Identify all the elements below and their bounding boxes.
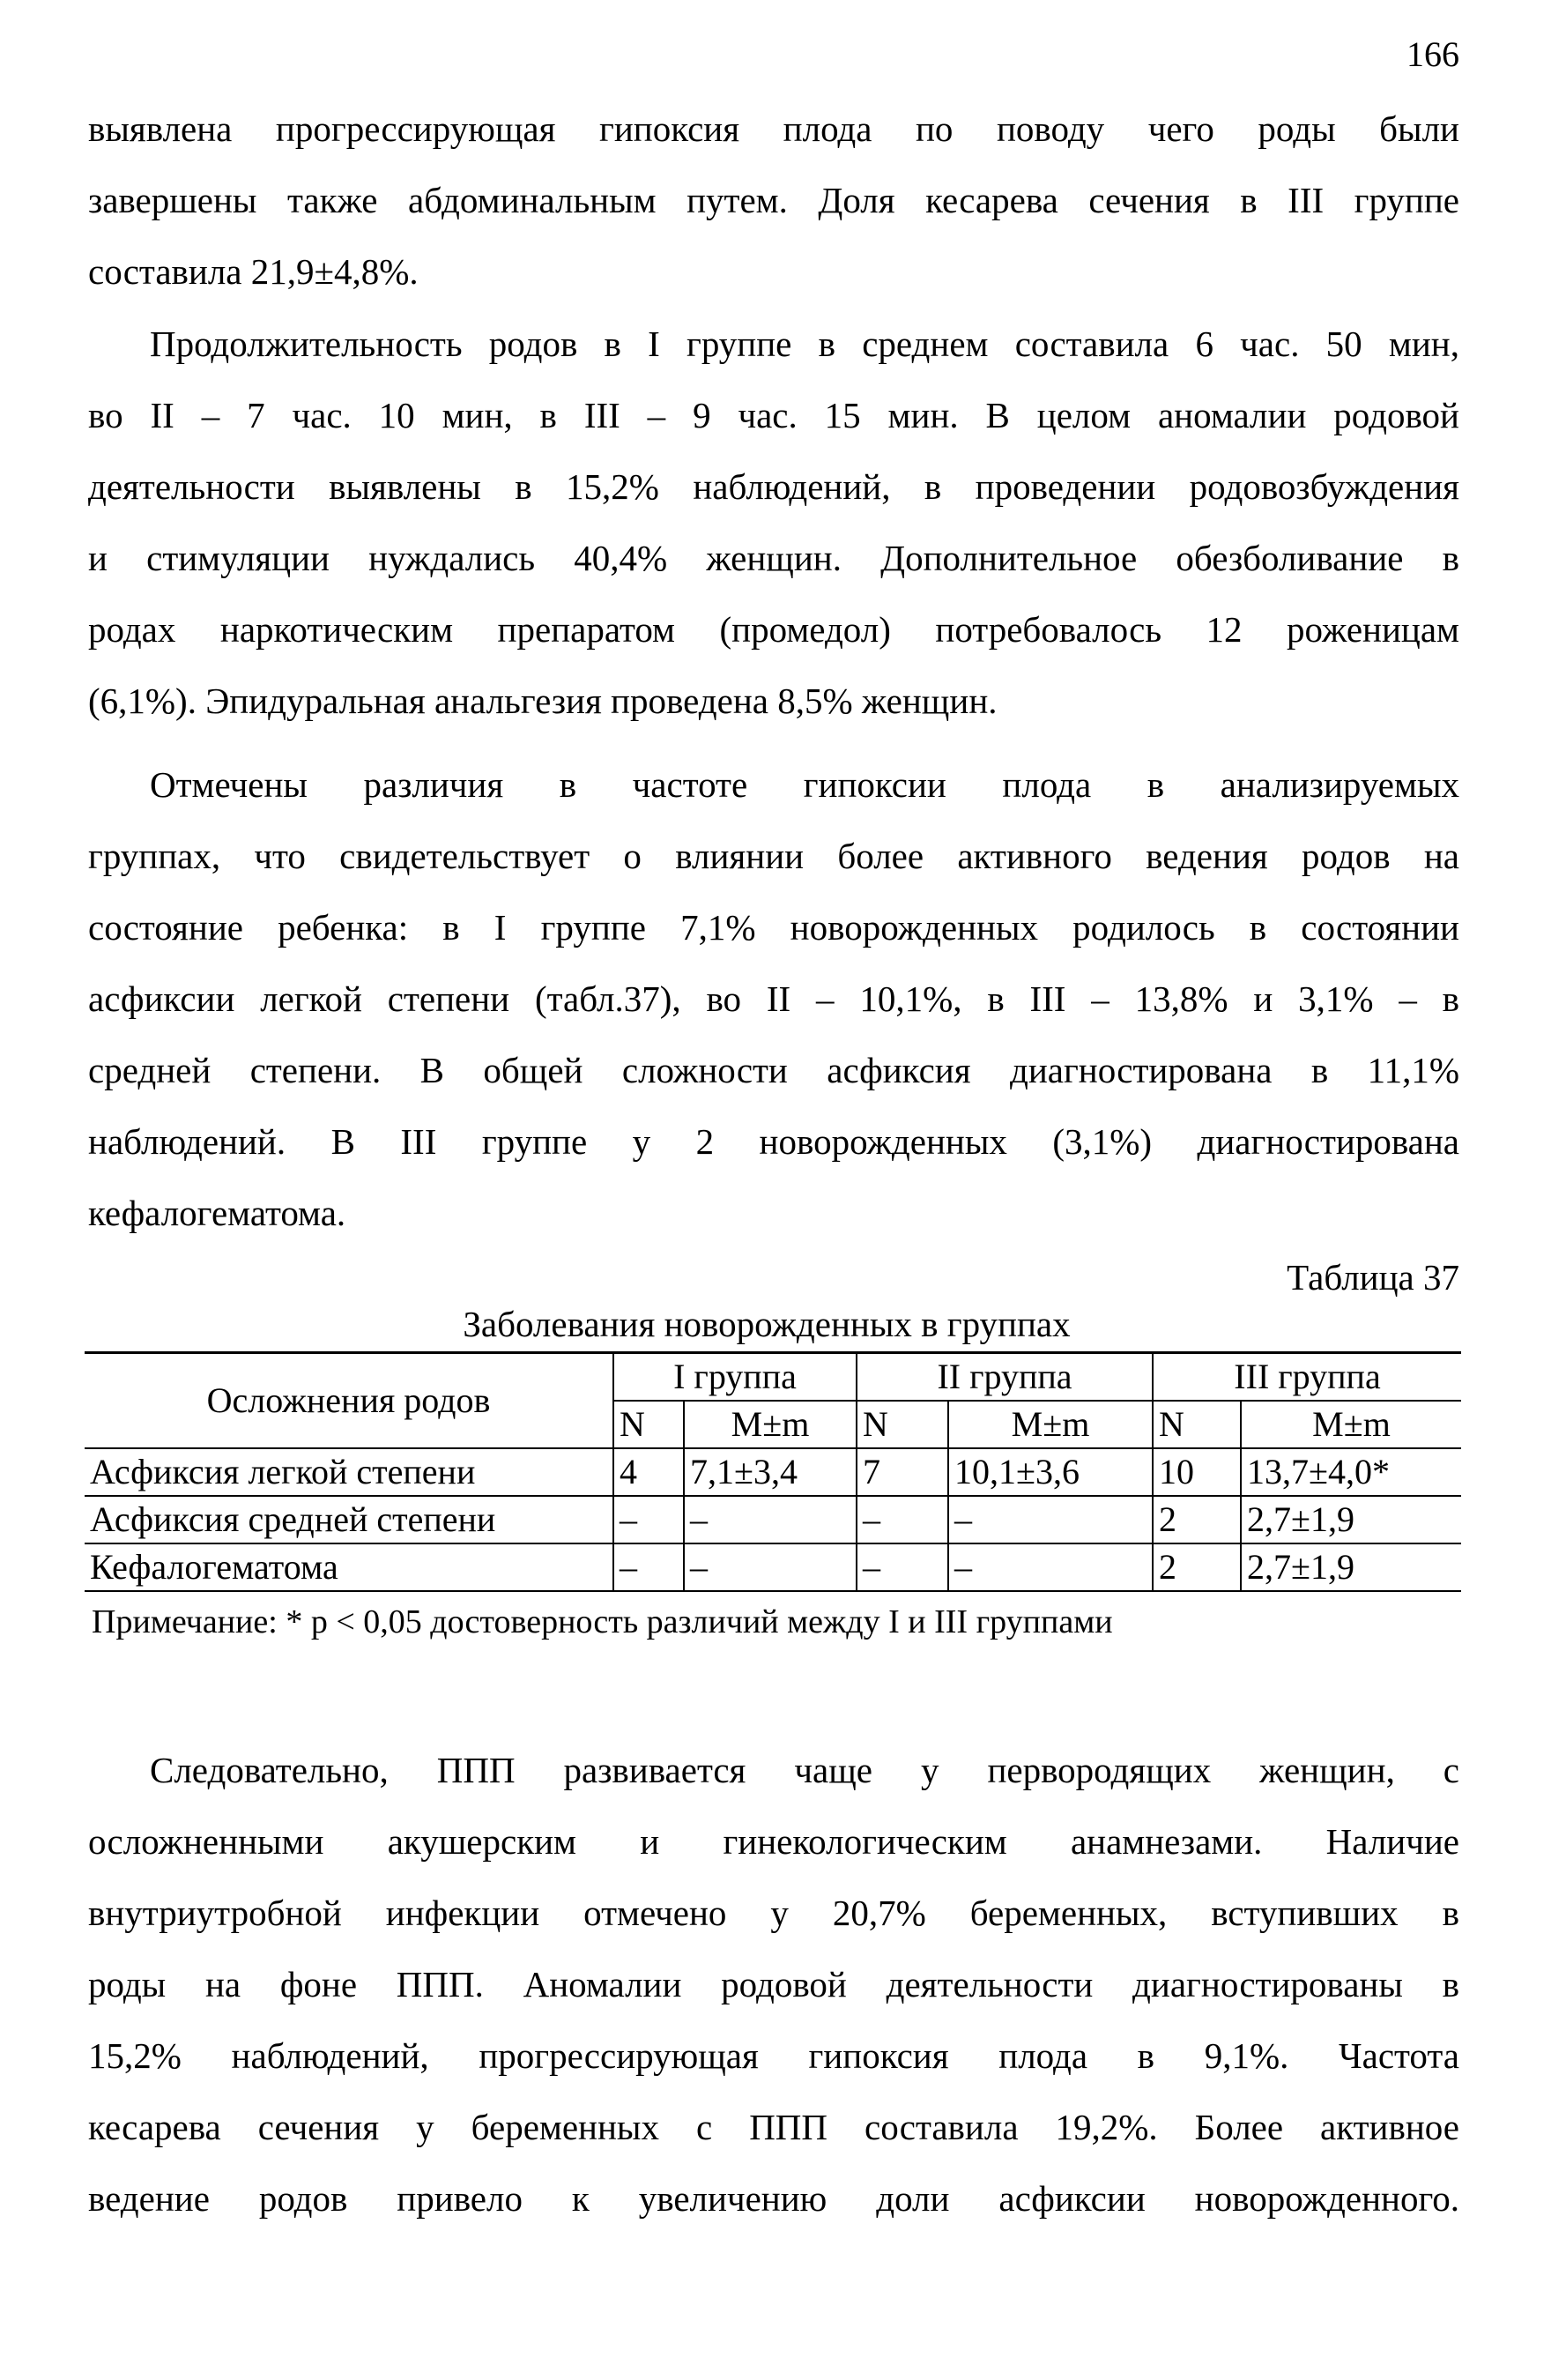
- table-cell: 2,7±1,9: [1241, 1543, 1461, 1591]
- paragraph-4: [88, 1735, 1459, 2235]
- table-cell: –: [684, 1496, 857, 1543]
- text-line: внутриутробной инфекции отмечено у 20,7% беременных, вступивших в: [88, 1893, 1459, 1933]
- table-cell: –: [613, 1496, 684, 1543]
- group-header-3: III группа: [1153, 1353, 1461, 1402]
- text-line: составила 21,9±4,8%.: [88, 251, 419, 292]
- table-row: [85, 1543, 1461, 1591]
- page-number: 166: [1406, 34, 1459, 74]
- text-line: средней степени. В общей сложности асфиксия диагностирована в 11,1%: [88, 1050, 1459, 1090]
- text-line: завершены также абдоминальным путем. Доля кесарева сечения в III группе: [88, 180, 1459, 220]
- text-line: во II – 7 час. 10 мин, в III – 9 час. 15 мин. В целом аномалии родовой: [88, 395, 1459, 435]
- table-cell: –: [613, 1543, 684, 1591]
- group-header-2: II группа: [857, 1353, 1153, 1402]
- table-cell: 2: [1153, 1543, 1241, 1591]
- text-line: ведение родов привело к увеличению доли асфиксии новорожденного.: [88, 2178, 1459, 2219]
- text-line: состояние ребенка: в I группе 7,1% новорожденных родилось в состоянии: [88, 907, 1459, 948]
- subheader-n: N: [1153, 1401, 1241, 1448]
- text-line: (6,1%). Эпидуральная анальгезия проведена 8,5% женщин.: [88, 681, 998, 721]
- row-label: Кефалогематома: [85, 1543, 613, 1591]
- text-line: кесарева сечения у беременных с ППП составила 19,2%. Более активное: [88, 2107, 1459, 2147]
- table-cell: 7: [857, 1448, 948, 1496]
- table-header-row: [85, 1353, 1461, 1402]
- table-row: [85, 1496, 1461, 1543]
- subheader-mean: M±m: [948, 1401, 1153, 1448]
- subheader-n: N: [857, 1401, 948, 1448]
- paragraph-2: [88, 309, 1459, 737]
- text-line: асфиксии легкой степени (табл.37), во II – 10,1%, в III – 13,8% и 3,1% – в: [88, 978, 1459, 1019]
- text-line: группах, что свидетельствует о влиянии более активного ведения родов на: [88, 836, 1459, 876]
- text-line: 15,2% наблюдений, прогрессирующая гипоксия плода в 9,1%. Частота: [88, 2035, 1459, 2076]
- text-line: выявлена прогрессирующая гипоксия плода по поводу чего роды были: [88, 108, 1459, 149]
- subheader-mean: M±m: [1241, 1401, 1461, 1448]
- table-caption: Заболевания новорожденных в группах: [463, 1304, 1071, 1344]
- text-line: Продолжительность родов в I группе в среднем составила 6 час. 50 мин,: [150, 324, 1459, 364]
- table-cell: –: [948, 1496, 1153, 1543]
- text-line: наблюдений. В III группе у 2 новорожденных (3,1%) диагностирована: [88, 1121, 1459, 1162]
- text-line: и стимуляции нуждались 40,4% женщин. Дополнительное обезболивание в: [88, 538, 1459, 578]
- text-line: осложненными акушерским и гинекологическим анамнезами. Наличие: [88, 1821, 1459, 1862]
- row-label: Асфиксия средней степени: [85, 1496, 613, 1543]
- paragraph-1: [88, 93, 1459, 308]
- text-line: кефалогематома.: [88, 1193, 346, 1233]
- row-header-cell: Осложнения родов: [85, 1353, 613, 1449]
- text-line: деятельности выявлены в 15,2% наблюдений, в проведении родовозбуждения: [88, 466, 1459, 507]
- table-cell: 2: [1153, 1496, 1241, 1543]
- table-cell: 4: [613, 1448, 684, 1496]
- complications-table: [85, 1351, 1461, 1592]
- table-cell: 10: [1153, 1448, 1241, 1496]
- table-cell: –: [948, 1543, 1153, 1591]
- table-row: [85, 1448, 1461, 1496]
- table-label: Таблица 37: [1287, 1257, 1459, 1298]
- table-cell: –: [857, 1543, 948, 1591]
- text-line: роды на фоне ППП. Аномалии родовой деятельности диагностированы в: [88, 1964, 1459, 2004]
- group-header-1: I группа: [613, 1353, 857, 1402]
- table-cell: 7,1±3,4: [684, 1448, 857, 1496]
- subheader-n: N: [613, 1401, 684, 1448]
- text-line: Следовательно, ППП развивается чаще у первородящих женщин, с: [150, 1750, 1459, 1790]
- table-note: Примечание: * p < 0,05 достоверность различий между I и III группами: [92, 1603, 1113, 1640]
- table-cell: 2,7±1,9: [1241, 1496, 1461, 1543]
- paragraph-3: [88, 749, 1459, 1249]
- table-cell: –: [857, 1496, 948, 1543]
- text-line: родах наркотическим препаратом (промедол) потребовалось 12 роженицам: [88, 609, 1459, 650]
- table-cell: 13,7±4,0*: [1241, 1448, 1461, 1496]
- table-cell: –: [684, 1543, 857, 1591]
- text-line: Отмечены различия в частоте гипоксии плода в анализируемых: [150, 764, 1459, 805]
- subheader-mean: M±m: [684, 1401, 857, 1448]
- row-label: Асфиксия легкой степени: [85, 1448, 613, 1496]
- table-cell: 10,1±3,6: [948, 1448, 1153, 1496]
